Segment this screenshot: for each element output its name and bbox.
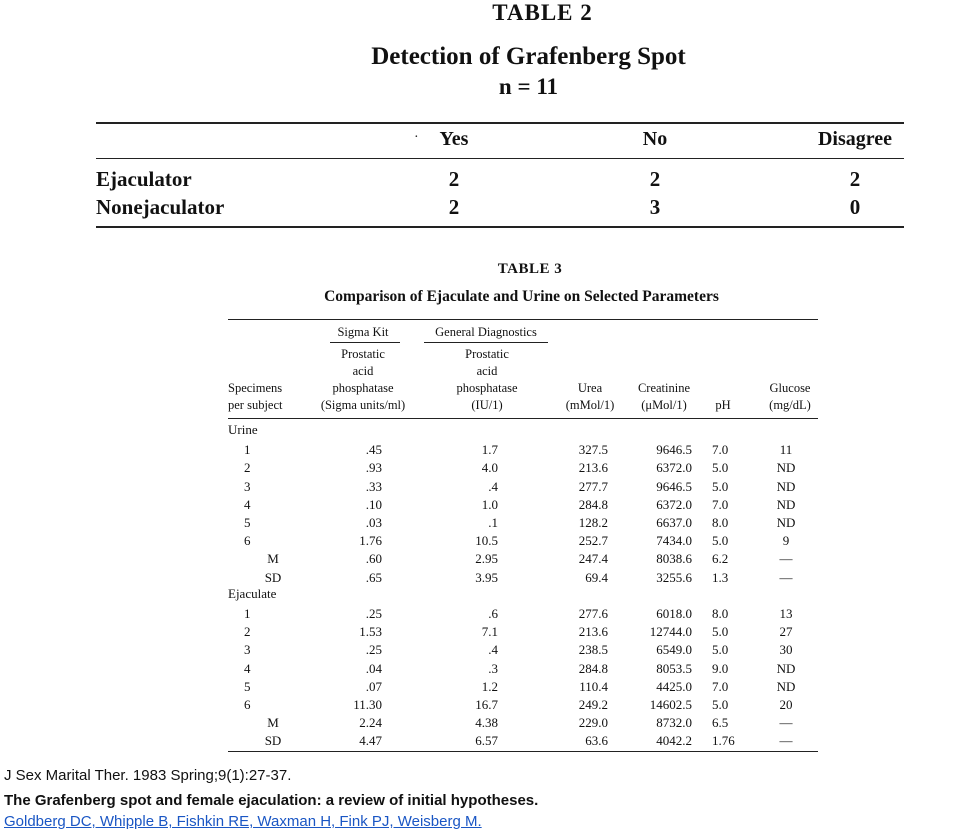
table3-cell: 8732.0	[656, 715, 692, 731]
table3-cell: ND	[776, 515, 796, 530]
table3-cell: 7434.0	[656, 533, 692, 549]
table3-cell: 9646.5	[656, 442, 692, 458]
table3-cell: 1.3	[712, 569, 729, 585]
table3-cell: 27	[779, 624, 793, 640]
table3-group-rule	[424, 342, 548, 343]
table3-cell: 7.0	[712, 496, 729, 512]
table3-cell: .04	[365, 660, 382, 676]
table3-cell: 5.0	[712, 460, 729, 476]
table2-cell: 2	[849, 167, 861, 191]
table3-cell: 12744.0	[649, 624, 692, 640]
table3-cell: 2.24	[359, 715, 382, 731]
table3-cell: 9	[782, 533, 790, 549]
table3-cell: 1.0	[481, 496, 498, 512]
table3-cell: 1.53	[359, 624, 382, 640]
table3-cell: 69.4	[585, 569, 608, 585]
table3-cell: 10.5	[475, 533, 498, 549]
citation-authors-link[interactable]: Goldberg DC, Whipple B, Fishkin RE, Waxman H, Fink PJ, Weisberg M.	[4, 813, 482, 830]
table3-cell: ND	[776, 660, 796, 676]
table3-cell: .3	[488, 660, 498, 676]
table3-cell: .1	[488, 515, 498, 530]
table3-row-label: M	[267, 715, 279, 731]
table2-cell: 0	[849, 195, 861, 219]
citation-journal: J Sex Marital Ther. 1983 Spring;9(1):27-37.	[4, 767, 292, 784]
table3-header-ph: pH	[715, 398, 731, 412]
table3-cell: 229.0	[578, 715, 608, 731]
table3-cell: 5.0	[712, 642, 729, 658]
table2-row-label: Nonejaculator	[96, 195, 225, 219]
table3-cell: .25	[365, 606, 382, 621]
table3-cell: .33	[365, 478, 382, 494]
table3-cell: 8038.6	[656, 551, 692, 567]
table3-cell: 20	[779, 697, 793, 712]
table3-cell: 6372.0	[656, 460, 692, 476]
table3-bottom-rule	[228, 751, 818, 752]
table2-cell: 2	[448, 195, 460, 219]
table2-cell: 3	[649, 195, 661, 219]
table3-cell: ND	[776, 460, 796, 476]
table3-cell: .45	[365, 442, 382, 458]
table3-cell: .10	[365, 496, 382, 512]
table3-cell: .6	[488, 606, 498, 621]
table3-cell: 7.0	[712, 678, 729, 694]
table3-cell: 128.2	[578, 515, 608, 530]
table3-cell: .65	[365, 569, 382, 585]
table3-header-col0: Specimens per subject	[228, 381, 283, 412]
table3-cell: —	[779, 569, 793, 585]
table2-bottom-rule	[96, 226, 904, 228]
table3-cell: —	[779, 715, 793, 731]
table3-cell: 1.2	[481, 678, 498, 694]
table3-cell: 3255.6	[656, 569, 692, 585]
table3-cell: —	[779, 733, 793, 749]
table2-header-rule	[96, 158, 904, 159]
table3-row-label: SD	[264, 569, 282, 585]
table3-cell: 6018.0	[656, 606, 692, 621]
table3-cell: 6637.0	[656, 515, 692, 530]
table3-cell: 6372.0	[656, 496, 692, 512]
table3-header-col2: Prostatic acid phosphatase (IU/1)	[456, 347, 518, 412]
table3-subtitle: Comparison of Ejaculate and Urine on Selected Parameters	[324, 288, 719, 305]
table3-cell: 4.0	[481, 460, 498, 476]
table3-cell: 249.2	[578, 697, 608, 712]
table3-group-general: General Diagnostics	[435, 325, 537, 339]
table2-col-yes: Yes	[439, 128, 469, 150]
table3-cell: .4	[488, 478, 498, 494]
table2-cell: 2	[649, 167, 661, 191]
table3-section-label: Ejaculate	[228, 585, 277, 601]
table3-cell: —	[779, 551, 793, 567]
table3-cell: 11.30	[353, 697, 382, 712]
table3-row-label: 4	[244, 496, 251, 512]
table3-cell: 238.5	[578, 642, 608, 658]
table3-header-urea: Urea (mMol/1)	[565, 381, 615, 412]
table3-cell: 7.0	[712, 442, 729, 458]
table3-cell: 2.95	[475, 551, 498, 567]
table3-group-sigma: Sigma Kit	[337, 325, 389, 339]
table3-cell: 5.0	[712, 624, 729, 640]
table3-row-label: 2	[244, 460, 251, 476]
table3-cell: 213.6	[578, 624, 608, 640]
table3-header-creatinine: Creatinine (μMol/1)	[637, 381, 691, 412]
table3-cell: 284.8	[578, 660, 608, 676]
table3-cell: 5.0	[712, 478, 729, 494]
table2-top-rule	[96, 122, 904, 124]
table2-cell: 2	[448, 167, 460, 191]
table3-cell: 277.7	[578, 478, 608, 494]
table3-row-label: SD	[264, 733, 282, 749]
table3-cell: .03	[365, 515, 382, 530]
table3-cell: 247.4	[578, 551, 608, 567]
table3-row-label: 3	[244, 642, 251, 658]
table3-cell: 3.95	[475, 569, 498, 585]
table3-cell: 213.6	[578, 460, 608, 476]
table3-cell: 6.57	[475, 733, 498, 749]
table3-row-label: 4	[244, 660, 251, 676]
table3-cell: .4	[488, 642, 498, 658]
table3-top-rule	[228, 319, 818, 320]
table2-row-label: Ejaculator	[96, 167, 192, 191]
table3-cell: 13	[779, 606, 793, 621]
table3-cell: 252.7	[578, 533, 608, 549]
table3-row-label: 5	[244, 678, 251, 694]
table2-col-disagree: Disagree	[817, 128, 893, 150]
table3-cell: 4.38	[475, 715, 498, 731]
table3-row-label: 1	[244, 442, 251, 458]
table2-subtitle: Detection of Grafenberg Spot	[371, 43, 686, 70]
table3-header-rule	[228, 418, 818, 419]
table3-cell: 284.8	[578, 496, 608, 512]
table3-row-label: 1	[244, 606, 251, 621]
table2-sample-size: n = 11	[498, 74, 559, 99]
table3-cell: 30	[779, 642, 793, 658]
table3-cell: ND	[776, 496, 796, 512]
table3-cell: .60	[365, 551, 382, 567]
table3-cell: 9.0	[712, 660, 729, 676]
table3-cell: 8053.5	[656, 660, 692, 676]
table3-section-label: Urine	[228, 422, 258, 437]
table3-cell: ND	[776, 678, 796, 694]
citation-title: The Grafenberg spot and female ejaculation: a review of initial hypotheses.	[4, 792, 539, 809]
table3-cell: 8.0	[712, 606, 729, 621]
table3-row-label: 6	[244, 533, 251, 549]
table3-cell: 1.7	[481, 442, 498, 458]
table3-row-label: 2	[244, 624, 251, 640]
table3-row-label: M	[267, 551, 279, 567]
table2-title: TABLE 2	[492, 0, 593, 25]
table3-cell: 6.2	[712, 551, 729, 567]
table3-cell: 6549.0	[656, 642, 692, 658]
table3-row-label: 5	[244, 515, 251, 530]
table3-cell: 5.0	[712, 533, 729, 549]
table3-cell: .25	[365, 642, 382, 658]
table3-cell: 63.6	[585, 733, 608, 749]
table3-cell: 6.5	[712, 715, 729, 731]
table3-row-label: 6	[244, 697, 251, 712]
table3-cell: 1.76	[712, 733, 735, 749]
table3-cell: 11	[779, 442, 793, 458]
table3-cell: 110.4	[579, 678, 608, 694]
table3-cell: 4042.2	[656, 733, 692, 749]
table3-cell: 4.47	[359, 733, 382, 749]
table3-cell: 7.1	[481, 624, 498, 640]
table3-cell: .93	[365, 460, 382, 476]
table3-title: TABLE 3	[497, 261, 563, 277]
table3-header-glucose: Glucose (mg/dL)	[769, 381, 811, 412]
table3-cell: 9646.5	[656, 478, 692, 494]
table3-cell: 14602.5	[649, 697, 692, 712]
table3-group-rule	[330, 342, 400, 343]
table3-cell: 277.6	[578, 606, 608, 621]
table3-cell: 4425.0	[656, 678, 692, 694]
table3-cell: .07	[365, 678, 382, 694]
table2-dot: ·	[414, 130, 419, 145]
table3-cell: 1.76	[359, 533, 382, 549]
table3-row-label: 3	[244, 478, 251, 494]
table3-cell: 327.5	[578, 442, 608, 458]
table3-cell: 8.0	[712, 515, 729, 530]
table3-header-col1: Prostatic acid phosphatase (Sigma units/ml)	[320, 347, 406, 412]
table3-cell: 5.0	[712, 697, 729, 712]
table2-col-no: No	[642, 128, 668, 150]
table3-cell: ND	[776, 478, 796, 494]
table3-cell: 16.7	[475, 697, 498, 712]
